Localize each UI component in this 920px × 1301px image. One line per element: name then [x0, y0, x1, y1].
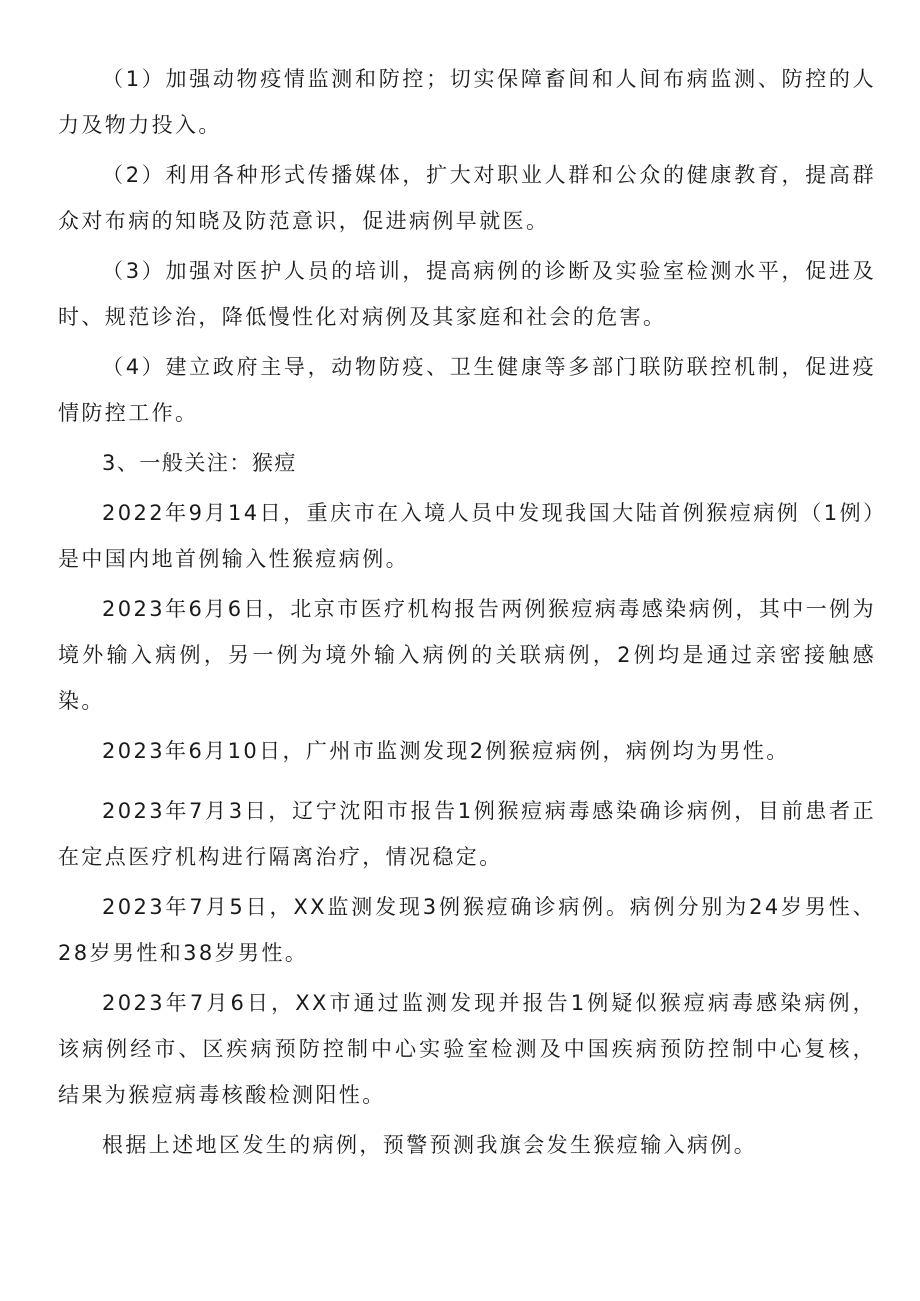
- event-5: 2023年7月5日，XX监测发现3例猴痘确诊病例。病例分别为24岁男性、28岁男性和38岁男性。: [58, 895, 876, 965]
- measure-3: （3）加强对医护人员的培训，提高病例的诊断及实验室检测水平，促进及时、规范诊治，降低慢性化对病例及其家庭和社会的危害。: [58, 259, 876, 329]
- measure-2: （2）利用各种形式传播媒体，扩大对职业人群和公众的健康教育，提高群众对布病的知晓及防范意识，促进病例早就医。: [58, 163, 876, 233]
- conclusion: 根据上述地区发生的病例，预警预测我旗会发生猴痘输入病例。: [102, 1133, 758, 1157]
- event-4: 2023年7月3日，辽宁沈阳市报告1例猴痘病毒感染确诊病例，目前患者正在定点医疗机构进行隔离治疗，情况稳定。: [58, 799, 876, 869]
- measure-4: （4）建立政府主导，动物防疫、卫生健康等多部门联防联控机制，促进疫情防控工作。: [58, 355, 876, 425]
- event-1: 2022年9月14日，重庆市在入境人员中发现我国大陆首例猴痘病例（1例）是中国内地首例输入性猴痘病例。: [58, 501, 876, 571]
- event-2: 2023年6月6日，北京市医疗机构报告两例猴痘病毒感染病例，其中一例为境外输入病例，另一例为境外输入病例的关联病例，2例均是通过亲密接触感染。: [58, 597, 876, 713]
- section-heading: 3、一般关注：猴痘: [102, 451, 297, 475]
- event-3: 2023年6月10日，广州市监测发现2例猴痘病例，病例均为男性。: [102, 739, 790, 763]
- document-page: [58, 56, 876, 1172]
- measure-1: （1）加强动物疫情监测和防控；切实保障畜间和人间布病监测、防控的人力及物力投入。: [58, 67, 876, 137]
- event-6: 2023年7月6日，XX市通过监测发现并报告1例疑似猴痘病毒感染病例，该病例经市、区疾病预防控制中心实验室检测及中国疾病预防控制中心复核，结果为猴痘病毒核酸检测阳性。: [58, 991, 876, 1107]
